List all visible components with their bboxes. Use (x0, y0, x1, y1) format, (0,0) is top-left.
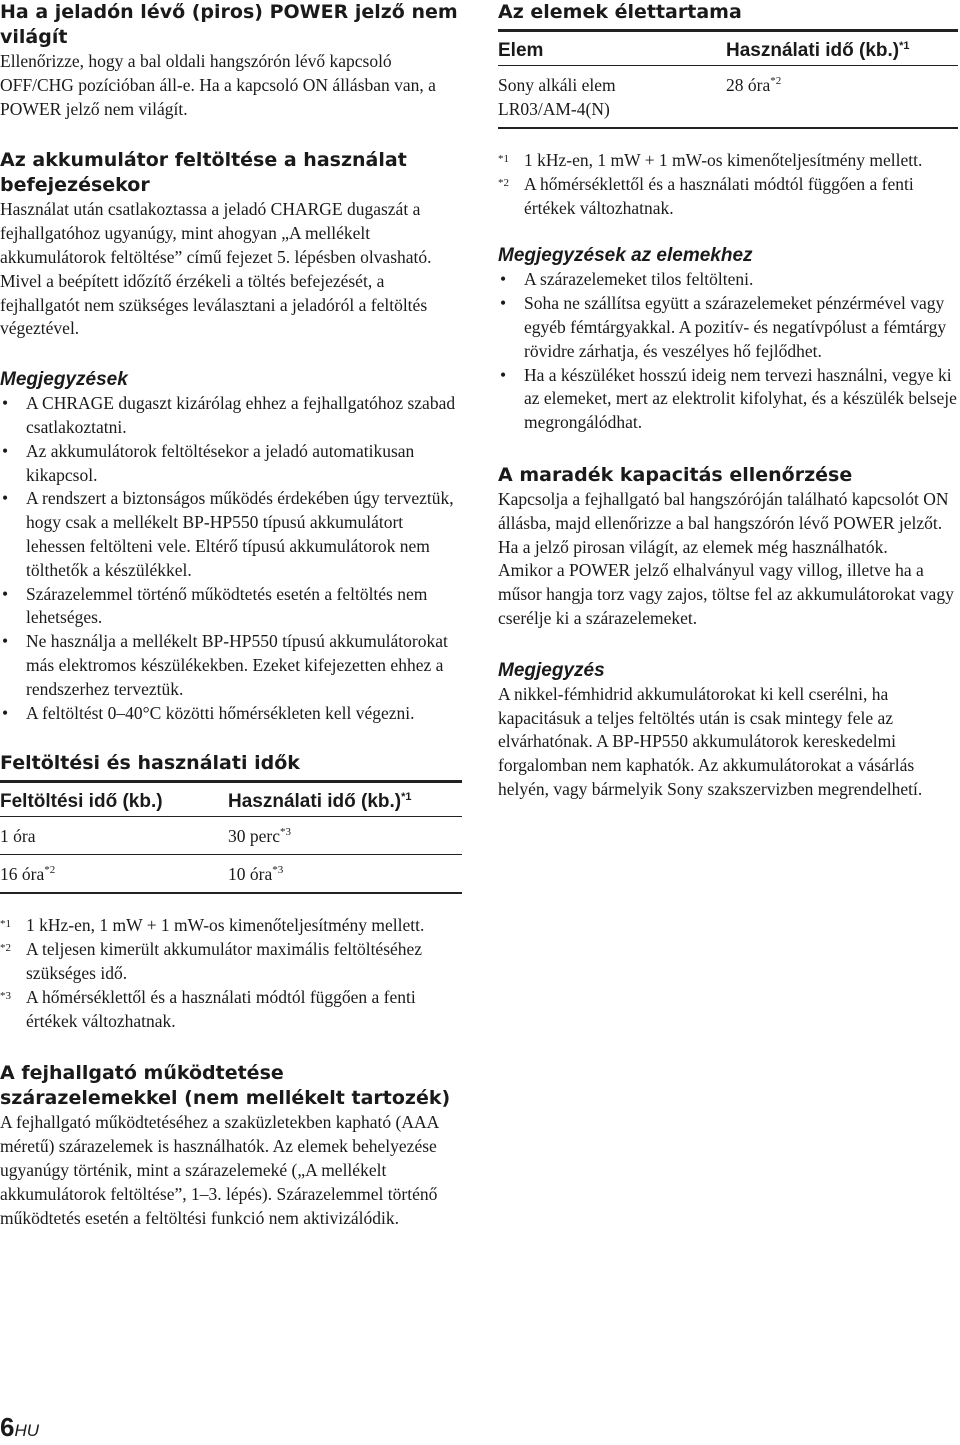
list-item: • Soha ne szállítsa együtt a szárazelemeket pénzérmével vagy egyéb fémtárgyakkal. A pozitív- és negatívpólust a fémtárgy rövidre zárhatja, és veszélyes hő fejlődhet. (500, 293, 947, 361)
note-text: A nikkel-fémhidrid akkumulátorokat ki kell cserélni, ha kapacitásuk a teljes feltöltés után is csak mintegy fele az elvárhatónak. A BP-HP550 akkumulátorok kereskedelmi forgalomban nem kaphatók. Az akkumulátorokat a vásárlás helyén, vagy bármelyik Sony szakszervizben megrendelhetí. (498, 683, 923, 799)
list-item: • A szárazelemeket tilos feltölteni. (500, 269, 754, 290)
times-table (0, 780, 462, 894)
times-col-charge: Feltöltési idő (kb.) (0, 782, 228, 817)
capacity-text-1: Kapcsolja a fejhallgató bal hangszóróján található kapcsolót ON állásba, majd ellenőrizze a bal hangszórón lévő POWER jelzőt. Ha a jelző pirosan világít, az elemek még használhatók. (498, 488, 949, 557)
page-number: 6HU (0, 1412, 40, 1442)
capacity-heading: A maradék kapacitás ellenőrzése (498, 463, 853, 486)
list-item: • Az akkumulátorok feltöltésekor a jeladó automatikusan kikapcsol. (2, 440, 415, 485)
table-row: Sony alkáli elem LR03/AM-4(N) 28 óra$^{*2}$ (498, 66, 958, 129)
list-item: • A rendszert a biztonságos működés érdekében úgy terveztük, hogy csak a mellékelt BP-HP550 típusú akkumulátort lehessen feltölteni vele. Eltérő típusú akkumulátorok nem tölthetők a készülékkel. (2, 488, 454, 580)
footnote: *1 1 kHz-en, 1 mW + 1 mW-os kimenőteljesítmény mellett. (0, 915, 425, 936)
notes-list (0, 392, 462, 725)
battery-notes-heading: Megjegyzések az elemekhez (498, 245, 753, 267)
capacity-text-2: Amikor a POWER jelző elhalványul vagy villog, illetve ha a műsor hangja torz vagy zajos, töltse fel az akkumulátorokat vagy cserélje ki a szárazelemeket. (498, 560, 954, 628)
note-heading: Megjegyzés (498, 659, 605, 681)
table-row: 1 óra 30 perc$^{*3}$ (0, 817, 462, 855)
times-col-usage: Használati idő $(kb.)^{*1}$ (228, 782, 462, 817)
list-item: • Szárazelemmel történő működtetés esetén a feltöltés nem lehetséges. (2, 583, 428, 628)
table-row: 16 óra$^{*2}$ 10 óra$^{*3}$ (0, 855, 462, 894)
life-footnotes (498, 149, 958, 220)
footnote: *2 A hőmérséklettől és a használati módtól függően a fenti értékek változhatnak. (498, 173, 914, 218)
charge-end-text: Használat után csatlakoztassa a jeladó CHARGE dugaszát a fejhallgatóhoz ugyanúgy, mint ahogyan „A mellékelt akkumulátorok feltöltése” című fejezet 5. lépésben olvasható. Mivel a beépített időzítő érzékeli a töltés befejezését, a fejhallgatót nem szükséges leválasztani a jeladóról a feltöltés végeztével. (0, 199, 432, 339)
dry-heading: A fejhallgató működtetése szárazelemekkel (nem mellékelt tartozék) (0, 1062, 451, 1110)
times-heading: Feltöltési és használati idők (0, 752, 300, 775)
power-text: Ellenőrizze, hogy a bal oldali hangszórón lévő kapcsoló OFF/CHG pozícióban áll-e. Ha a kapcsoló ON állásban van, a POWER jelző nem világít. (0, 51, 436, 119)
dry-text: A fejhallgató működtetéséhez a szaküzletekben kapható (AAA méretű) szárazelemek is használhatók. Az elemek behelyezése ugyanúgy történik, mint a szárazelemeké („A mellékelt akkumulátorok feltöltése”, 1–3. lépés). Szárazelemmel történő működtetés esetén a feltöltési funkció nem aktivizálódik. (0, 1112, 439, 1228)
footnote: *2 A teljesen kimerült akkumulátor maximális feltöltéséhez szükséges idő. (0, 939, 423, 983)
left-column (0, 0, 462, 1230)
list-item: • Ne használja a mellékelt BP-HP550 típusú akkumulátorokat más elektromos készülékekben. Ezeket kifejezetten ehhez a rendszerhez terveztük. (2, 631, 448, 699)
right-column (498, 0, 958, 802)
list-item: • A CHRAGE dugaszt kizárólag ehhez a fejhallgatóhoz szabad csatlakoztatni. (2, 393, 456, 437)
life-col-battery: Elem (498, 31, 726, 66)
notes-heading: Megjegyzések (0, 369, 128, 391)
power-heading: Ha a jeladón lévő (piros) POWER jelző nem világít (0, 1, 458, 48)
charge-end-heading: Az akkumulátor feltöltése a használat befejezésekor (0, 149, 407, 197)
list-item: • Ha a készüléket hosszú ideig nem tervezi használni, vegye ki az elemeket, mert az elektrolit kifolyhat, és a készülék belseje megrongálódhat. (500, 364, 957, 433)
footnote: *1 1 kHz-en, 1 mW + 1 mW-os kimenőteljesítmény mellett. (498, 150, 923, 170)
list-item: • A feltöltést 0–40°C közötti hőmérsékleten kell végezni. (2, 702, 415, 723)
life-heading: Az elemek élettartama (498, 1, 742, 23)
life-table (498, 29, 958, 129)
battery-notes-list (498, 268, 958, 435)
life-col-usage: Használati idő $(kb.)^{*1}$ (726, 31, 958, 66)
times-footnotes (0, 914, 462, 1033)
footnote: *3 A hőmérséklettől és a használati módtól függően a fenti értékek változhatnak. (0, 986, 416, 1031)
